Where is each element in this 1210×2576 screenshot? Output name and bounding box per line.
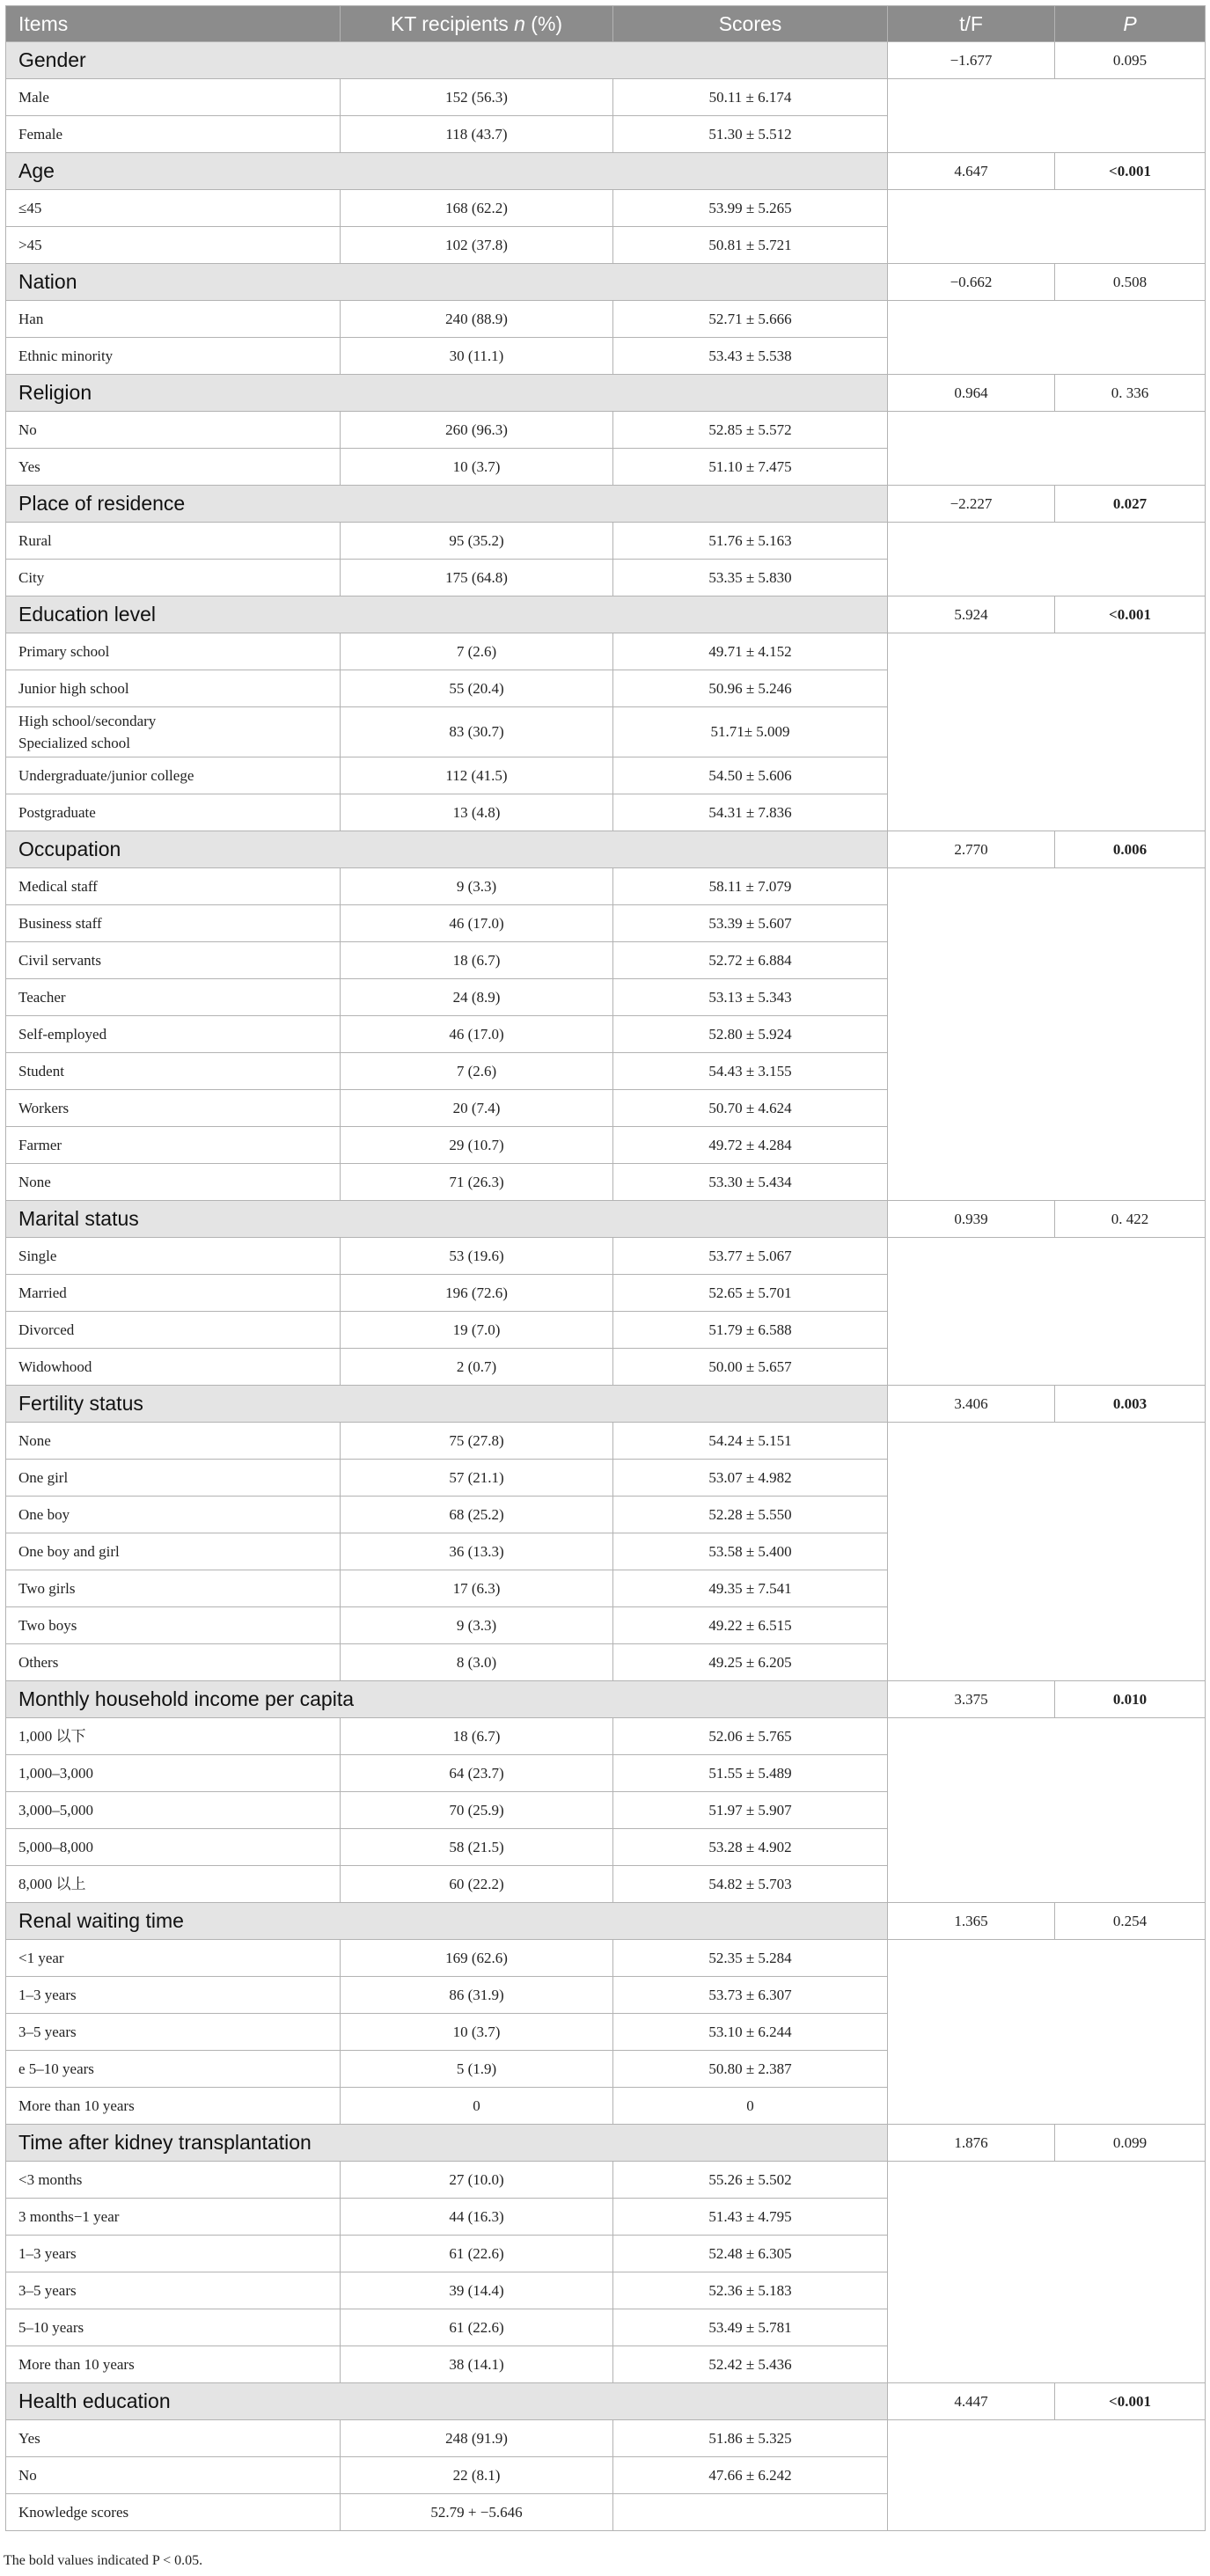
row-recipients: 75 (27.8)	[341, 1423, 613, 1460]
row-recipients: 64 (23.7)	[341, 1755, 613, 1792]
group-label: Age	[6, 153, 888, 190]
group-tf-value: 4.447	[888, 2383, 1055, 2420]
stat-blank-cell	[888, 79, 1206, 153]
group-p-value: 0.254	[1055, 1903, 1206, 1940]
row-score: 47.66 ± 6.242	[613, 2457, 888, 2494]
stat-blank-cell	[888, 868, 1206, 1201]
row-recipients: 53 (19.6)	[341, 1238, 613, 1275]
row-recipients: 112 (41.5)	[341, 757, 613, 794]
row-item: 1–3 years	[6, 2236, 341, 2272]
group-p-value: <0.001	[1055, 153, 1206, 190]
group-row	[6, 42, 1206, 79]
row-score: 53.58 ± 5.400	[613, 1533, 888, 1570]
group-p-value: <0.001	[1055, 2383, 1206, 2420]
group-tf-value: 2.770	[888, 831, 1055, 868]
row-score: 0	[613, 2088, 888, 2125]
row-score: 49.72 ± 4.284	[613, 1127, 888, 1164]
row-recipients: 29 (10.7)	[341, 1127, 613, 1164]
row-score: 50.81 ± 5.721	[613, 227, 888, 264]
row-recipients: 36 (13.3)	[341, 1533, 613, 1570]
row-score: 53.13 ± 5.343	[613, 979, 888, 1016]
row-item: Junior high school	[6, 670, 341, 707]
row-item: Teacher	[6, 979, 341, 1016]
row-score: 53.10 ± 6.244	[613, 2014, 888, 2051]
group-p-value: 0.027	[1055, 486, 1206, 523]
stat-blank-cell	[888, 301, 1206, 375]
row-recipients: 8 (3.0)	[341, 1644, 613, 1681]
header-items: Items	[6, 6, 341, 42]
row-item: <3 months	[6, 2162, 341, 2199]
group-p-value: <0.001	[1055, 596, 1206, 633]
group-tf-value: 5.924	[888, 596, 1055, 633]
row-recipients: 5 (1.9)	[341, 2051, 613, 2088]
group-tf-value: −2.227	[888, 486, 1055, 523]
row-score: 52.71 ± 5.666	[613, 301, 888, 338]
row-score: 53.43 ± 5.538	[613, 338, 888, 375]
row-recipients: 22 (8.1)	[341, 2457, 613, 2494]
row-score: 49.35 ± 7.541	[613, 1570, 888, 1607]
header-tf: t/F	[888, 6, 1055, 42]
row-recipients: 61 (22.6)	[341, 2309, 613, 2346]
stat-blank-cell	[888, 2162, 1206, 2383]
row-score: 54.43 ± 3.155	[613, 1053, 888, 1090]
row-recipients: 196 (72.6)	[341, 1275, 613, 1312]
row-recipients: 7 (2.6)	[341, 633, 613, 670]
group-row	[6, 264, 1206, 301]
group-row	[6, 1903, 1206, 1940]
table-body	[6, 42, 1206, 2531]
group-row	[6, 153, 1206, 190]
table-row	[6, 190, 1206, 227]
row-score: 51.76 ± 5.163	[613, 523, 888, 560]
row-score: 53.28 ± 4.902	[613, 1829, 888, 1866]
row-item: One girl	[6, 1460, 341, 1497]
row-recipients: 17 (6.3)	[341, 1570, 613, 1607]
row-item: Primary school	[6, 633, 341, 670]
row-score: 51.86 ± 5.325	[613, 2420, 888, 2457]
group-p-value: 0. 422	[1055, 1201, 1206, 1238]
group-tf-value: −1.677	[888, 42, 1055, 79]
knowledge-empty	[613, 2494, 888, 2531]
row-score: 51.79 ± 6.588	[613, 1312, 888, 1349]
group-row	[6, 1201, 1206, 1238]
group-tf-value: 4.647	[888, 153, 1055, 190]
stat-blank-cell	[888, 523, 1206, 596]
row-score: 51.71± 5.009	[613, 707, 888, 757]
group-row	[6, 2125, 1206, 2162]
knowledge-label: Knowledge scores	[6, 2494, 341, 2531]
stat-blank-cell	[888, 1940, 1206, 2125]
group-label: Occupation	[6, 831, 888, 868]
group-label: Religion	[6, 375, 888, 412]
table-row	[6, 1238, 1206, 1275]
row-score: 54.50 ± 5.606	[613, 757, 888, 794]
row-recipients: 86 (31.9)	[341, 1977, 613, 2014]
row-recipients: 57 (21.1)	[341, 1460, 613, 1497]
group-label: Place of residence	[6, 486, 888, 523]
row-item: ≤45	[6, 190, 341, 227]
group-p-value: 0.508	[1055, 264, 1206, 301]
group-p-value: 0.003	[1055, 1386, 1206, 1423]
row-score: 49.71 ± 4.152	[613, 633, 888, 670]
row-recipients: 71 (26.3)	[341, 1164, 613, 1201]
row-score: 55.26 ± 5.502	[613, 2162, 888, 2199]
row-score: 53.73 ± 6.307	[613, 1977, 888, 2014]
row-item: 5,000–8,000	[6, 1829, 341, 1866]
table-row	[6, 1423, 1206, 1460]
table-row	[6, 2420, 1206, 2457]
knowledge-value: 52.79 + −5.646	[341, 2494, 613, 2531]
group-p-value: 0.099	[1055, 2125, 1206, 2162]
row-recipients: 18 (6.7)	[341, 942, 613, 979]
row-item: 1,000–3,000	[6, 1755, 341, 1792]
group-label: Gender	[6, 42, 888, 79]
row-recipients: 9 (3.3)	[341, 1607, 613, 1644]
row-item: Single	[6, 1238, 341, 1275]
row-score: 50.70 ± 4.624	[613, 1090, 888, 1127]
group-label: Marital status	[6, 1201, 888, 1238]
row-recipients: 30 (11.1)	[341, 338, 613, 375]
row-score: 51.10 ± 7.475	[613, 449, 888, 486]
table-footnote: The bold values indicated P < 0.05.	[4, 2553, 203, 2568]
row-score: 50.96 ± 5.246	[613, 670, 888, 707]
row-item: Workers	[6, 1090, 341, 1127]
header-p	[1055, 6, 1206, 42]
stat-blank-cell	[888, 412, 1206, 486]
group-tf-value: −0.662	[888, 264, 1055, 301]
row-item: Student	[6, 1053, 341, 1090]
row-item: e 5–10 years	[6, 2051, 341, 2088]
group-tf-value: 1.365	[888, 1903, 1055, 1940]
row-item: 5–10 years	[6, 2309, 341, 2346]
row-item: 3 months−1 year	[6, 2199, 341, 2236]
row-item: None	[6, 1164, 341, 1201]
row-item: More than 10 years	[6, 2088, 341, 2125]
stat-blank-cell	[888, 633, 1206, 831]
row-recipients: 61 (22.6)	[341, 2236, 613, 2272]
group-tf-value: 1.876	[888, 2125, 1055, 2162]
row-recipients: 19 (7.0)	[341, 1312, 613, 1349]
row-item: 3–5 years	[6, 2272, 341, 2309]
row-recipients: 10 (3.7)	[341, 449, 613, 486]
stat-blank-cell	[888, 1718, 1206, 1903]
group-tf-value: 0.939	[888, 1201, 1055, 1238]
stat-blank-cell	[888, 1238, 1206, 1386]
row-score: 50.00 ± 5.657	[613, 1349, 888, 1386]
row-score: 51.55 ± 5.489	[613, 1755, 888, 1792]
group-row	[6, 596, 1206, 633]
row-item: None	[6, 1423, 341, 1460]
table-row	[6, 523, 1206, 560]
row-recipients: 248 (91.9)	[341, 2420, 613, 2457]
table-row	[6, 2162, 1206, 2199]
row-score: 54.31 ± 7.836	[613, 794, 888, 831]
group-label: Time after kidney transplantation	[6, 2125, 888, 2162]
row-recipients: 38 (14.1)	[341, 2346, 613, 2383]
row-recipients: 95 (35.2)	[341, 523, 613, 560]
row-recipients: 44 (16.3)	[341, 2199, 613, 2236]
statistics-table	[5, 5, 1206, 2531]
row-item: Yes	[6, 449, 341, 486]
row-recipients: 10 (3.7)	[341, 2014, 613, 2051]
header-kt-suffix: (%)	[524, 11, 563, 35]
row-score: 52.72 ± 6.884	[613, 942, 888, 979]
group-p-value: 0.006	[1055, 831, 1206, 868]
row-item: Self-employed	[6, 1016, 341, 1053]
row-score: 52.48 ± 6.305	[613, 2236, 888, 2272]
row-score: 52.65 ± 5.701	[613, 1275, 888, 1312]
group-label: Fertility status	[6, 1386, 888, 1423]
row-item: No	[6, 2457, 341, 2494]
row-recipients: 58 (21.5)	[341, 1829, 613, 1866]
row-recipients: 20 (7.4)	[341, 1090, 613, 1127]
header-kt-recipients	[341, 6, 613, 42]
group-row	[6, 2383, 1206, 2420]
row-recipients: 24 (8.9)	[341, 979, 613, 1016]
row-item: Han	[6, 301, 341, 338]
row-item: One boy and girl	[6, 1533, 341, 1570]
row-item: 3,000–5,000	[6, 1792, 341, 1829]
row-score: 51.43 ± 4.795	[613, 2199, 888, 2236]
row-score: 53.39 ± 5.607	[613, 905, 888, 942]
group-row	[6, 831, 1206, 868]
group-tf-value: 0.964	[888, 375, 1055, 412]
row-recipients: 46 (17.0)	[341, 905, 613, 942]
group-label: Renal waiting time	[6, 1903, 888, 1940]
group-label: Education level	[6, 596, 888, 633]
row-item: <1 year	[6, 1940, 341, 1977]
row-item: Farmer	[6, 1127, 341, 1164]
row-score: 52.80 ± 5.924	[613, 1016, 888, 1053]
row-score: 53.99 ± 5.265	[613, 190, 888, 227]
row-score: 52.06 ± 5.765	[613, 1718, 888, 1755]
row-score: 53.30 ± 5.434	[613, 1164, 888, 1201]
row-recipients: 168 (62.2)	[341, 190, 613, 227]
row-recipients: 83 (30.7)	[341, 707, 613, 757]
row-score: 58.11 ± 7.079	[613, 868, 888, 905]
row-score: 53.77 ± 5.067	[613, 1238, 888, 1275]
row-item: More than 10 years	[6, 2346, 341, 2383]
group-label: Monthly household income per capita	[6, 1681, 888, 1718]
row-item: Civil servants	[6, 942, 341, 979]
table-row	[6, 301, 1206, 338]
table-row	[6, 1940, 1206, 1977]
group-row	[6, 375, 1206, 412]
stat-blank-cell	[888, 2420, 1206, 2531]
group-tf-value: 3.406	[888, 1386, 1055, 1423]
row-recipients: 152 (56.3)	[341, 79, 613, 116]
row-recipients: 175 (64.8)	[341, 560, 613, 596]
row-item: >45	[6, 227, 341, 264]
row-recipients: 46 (17.0)	[341, 1016, 613, 1053]
row-item: Yes	[6, 2420, 341, 2457]
header-p-label: P	[1123, 11, 1137, 35]
row-item: Undergraduate/junior college	[6, 757, 341, 794]
row-item: Widowhood	[6, 1349, 341, 1386]
row-item: Female	[6, 116, 341, 153]
row-recipients: 13 (4.8)	[341, 794, 613, 831]
row-recipients: 9 (3.3)	[341, 868, 613, 905]
row-score: 50.11 ± 6.174	[613, 79, 888, 116]
group-p-value: 0.095	[1055, 42, 1206, 79]
row-item: Postgraduate	[6, 794, 341, 831]
header-kt-n: n	[514, 11, 525, 35]
row-recipients: 2 (0.7)	[341, 1349, 613, 1386]
row-score: 52.36 ± 5.183	[613, 2272, 888, 2309]
row-score: 53.35 ± 5.830	[613, 560, 888, 596]
row-score: 50.80 ± 2.387	[613, 2051, 888, 2088]
table-row	[6, 868, 1206, 905]
table-header	[6, 6, 1206, 42]
row-recipients: 27 (10.0)	[341, 2162, 613, 2199]
row-item: 3–5 years	[6, 2014, 341, 2051]
row-score: 54.24 ± 5.151	[613, 1423, 888, 1460]
statistics-table-wrapper	[5, 5, 1205, 2531]
row-item: Business staff	[6, 905, 341, 942]
row-score: 51.97 ± 5.907	[613, 1792, 888, 1829]
row-score: 49.22 ± 6.515	[613, 1607, 888, 1644]
row-score: 52.28 ± 5.550	[613, 1497, 888, 1533]
group-label: Health education	[6, 2383, 888, 2420]
stat-blank-cell	[888, 190, 1206, 264]
row-recipients: 169 (62.6)	[341, 1940, 613, 1977]
table-row	[6, 412, 1206, 449]
row-item-line: Specialized school	[18, 735, 130, 751]
row-item: Ethnic minority	[6, 338, 341, 375]
row-item: Male	[6, 79, 341, 116]
row-score: 51.30 ± 5.512	[613, 116, 888, 153]
row-item: Divorced	[6, 1312, 341, 1349]
row-item: 1,000 以下	[6, 1718, 341, 1755]
row-score: 52.35 ± 5.284	[613, 1940, 888, 1977]
row-recipients: 7 (2.6)	[341, 1053, 613, 1090]
table-row	[6, 79, 1206, 116]
group-row	[6, 1681, 1206, 1718]
row-score: 54.82 ± 5.703	[613, 1866, 888, 1903]
row-item: Married	[6, 1275, 341, 1312]
header-kt-prefix: KT recipients	[390, 11, 515, 35]
row-recipients: 70 (25.9)	[341, 1792, 613, 1829]
row-item: Rural	[6, 523, 341, 560]
row-recipients: 18 (6.7)	[341, 1718, 613, 1755]
row-recipients: 60 (22.2)	[341, 1866, 613, 1903]
table-row	[6, 1718, 1206, 1755]
group-label: Nation	[6, 264, 888, 301]
row-item-line: High school/secondary	[18, 713, 157, 729]
row-item: No	[6, 412, 341, 449]
stat-blank-cell	[888, 1423, 1206, 1681]
group-p-value: 0. 336	[1055, 375, 1206, 412]
row-score: 52.85 ± 5.572	[613, 412, 888, 449]
row-recipients: 0	[341, 2088, 613, 2125]
row-item: One boy	[6, 1497, 341, 1533]
row-recipients: 118 (43.7)	[341, 116, 613, 153]
row-item: 8,000 以上	[6, 1866, 341, 1903]
row-recipients: 55 (20.4)	[341, 670, 613, 707]
row-recipients: 240 (88.9)	[341, 301, 613, 338]
row-item: Others	[6, 1644, 341, 1681]
row-score: 53.49 ± 5.781	[613, 2309, 888, 2346]
row-recipients: 102 (37.8)	[341, 227, 613, 264]
row-item	[6, 707, 341, 757]
group-row	[6, 1386, 1206, 1423]
row-score: 49.25 ± 6.205	[613, 1644, 888, 1681]
row-score: 52.42 ± 5.436	[613, 2346, 888, 2383]
row-score: 53.07 ± 4.982	[613, 1460, 888, 1497]
row-item: 1–3 years	[6, 1977, 341, 2014]
row-item: Two girls	[6, 1570, 341, 1607]
row-item: Medical staff	[6, 868, 341, 905]
table-row	[6, 633, 1206, 670]
row-item: City	[6, 560, 341, 596]
row-recipients: 68 (25.2)	[341, 1497, 613, 1533]
row-recipients: 39 (14.4)	[341, 2272, 613, 2309]
header-scores: Scores	[613, 6, 888, 42]
row-recipients: 260 (96.3)	[341, 412, 613, 449]
group-p-value: 0.010	[1055, 1681, 1206, 1718]
row-item: Two boys	[6, 1607, 341, 1644]
group-tf-value: 3.375	[888, 1681, 1055, 1718]
group-row	[6, 486, 1206, 523]
